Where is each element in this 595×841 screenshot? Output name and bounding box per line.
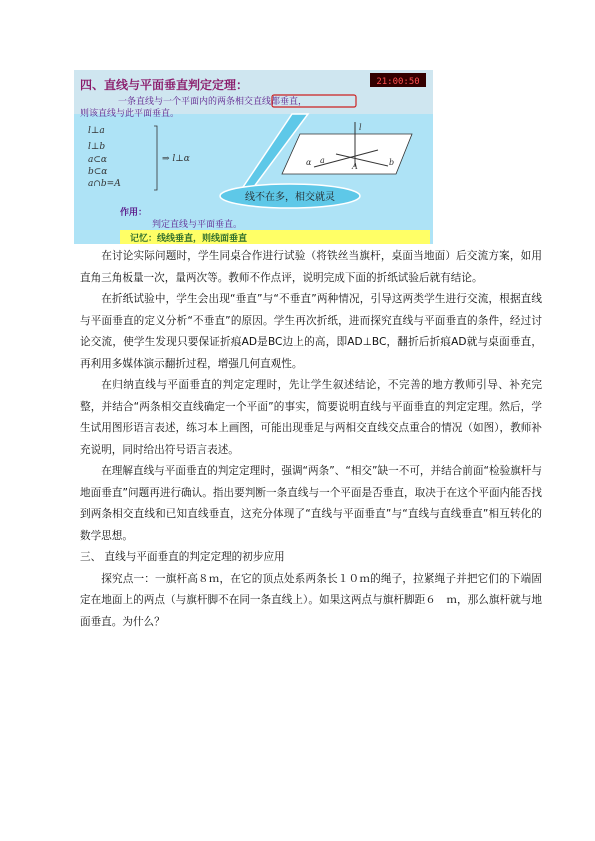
paragraph-4: 在理解直线与平面垂直的判定定理时，强调“两条”、“相交”缺一不可，并结合前面“检验旗杆与地面垂直”问题再进行确认。指出要判断一条直线与一个平面是否垂直，取决于在这个平面内能否找到两条相交直线和已知直线垂直，这充分体现了“直线与平面垂直”与“直线与直线垂直”相互转化的数学思想。 [80, 465, 542, 542]
paragraph-3: 在归纳直线与平面垂直的判定定理时，先让学生叙述结论，不完善的地方教师引导、补充完整，并结合“两条相交直线确定一个平面”的事实，简要说明直线与平面垂直的判定定理。然后，学生试用图形语言表述，练习本上画图，可能出现垂足与两相交直线交点重合的情况（如图），教师补充说明，同时给出符号语言表述。 [80, 379, 542, 456]
body-text [80, 246, 542, 633]
condition-3: a⊂α [88, 155, 107, 165]
paragraph-1: 在讨论实际问题时，学生同桌合作进行试验（将铁丝当旗杆，桌面当地面）后交流方案，如用直角三角板量一次，量两次等。教师不作点评，说明完成下面的折纸试验后就有结论。 [80, 250, 542, 284]
paragraph-5: 探究点一：一旗杆高８ｍ，在它的顶点处系两条长１０ｍ的绳子，拉紧绳子并把它们的下端固定在地面上的两点（与旗杆脚不在同一条直线上）。如果这两点与旗杆脚距６ ｍ，那么旗杆就与地面垂直。为什么？ [80, 572, 542, 628]
label-alpha: α [306, 158, 312, 167]
bubble-text: 线不在多，相交就灵 [245, 192, 335, 203]
slide-svg [74, 70, 433, 244]
condition-4: b⊂α [88, 167, 108, 177]
plane-alpha [282, 134, 412, 174]
usage-text: 判定直线与平面垂直。 [152, 220, 243, 230]
slide-title: 四、直线与平面垂直判定定理： [80, 78, 249, 92]
section-heading: 三、 直线与平面垂直的判定定理的初步应用 [80, 551, 285, 563]
condition-2: l⊥b [88, 142, 106, 152]
theorem-line-1: 一条直线与一个平面内的两条相交直线都垂直， [118, 97, 308, 107]
label-b: b [389, 158, 395, 167]
slide-image [74, 70, 433, 244]
label-A: A [352, 162, 358, 171]
condition-1: l⊥a [88, 126, 105, 136]
slide-timer: 21:00:50 [376, 77, 420, 87]
label-l: l [359, 123, 362, 132]
label-a: a [320, 156, 325, 165]
theorem-line-2: 则该直线与此平面垂直。 [80, 109, 180, 119]
usage-label: 作用： [120, 208, 148, 218]
paragraph-2: 在折纸试验中，学生会出现“垂直”与“不垂直”两种情况，引导这两类学生进行交流，根据直线与平面垂直的定义分析“不垂直”的原因。学生再次折纸，进而探究直线与平面垂直的条件，经过讨论交流，使学生发现只要保证折痕AD是BC边上的高，即AD⊥BC，翻折后折痕AD就与桌面垂直，再利用多媒体演示翻折过程，增强几何直观性。 [80, 293, 542, 370]
conclusion: ⇒ l⊥α [162, 154, 190, 164]
memo-text: 记忆：线线垂直，则线面垂直 [130, 234, 248, 244]
condition-5: a∩b=A [88, 179, 121, 189]
